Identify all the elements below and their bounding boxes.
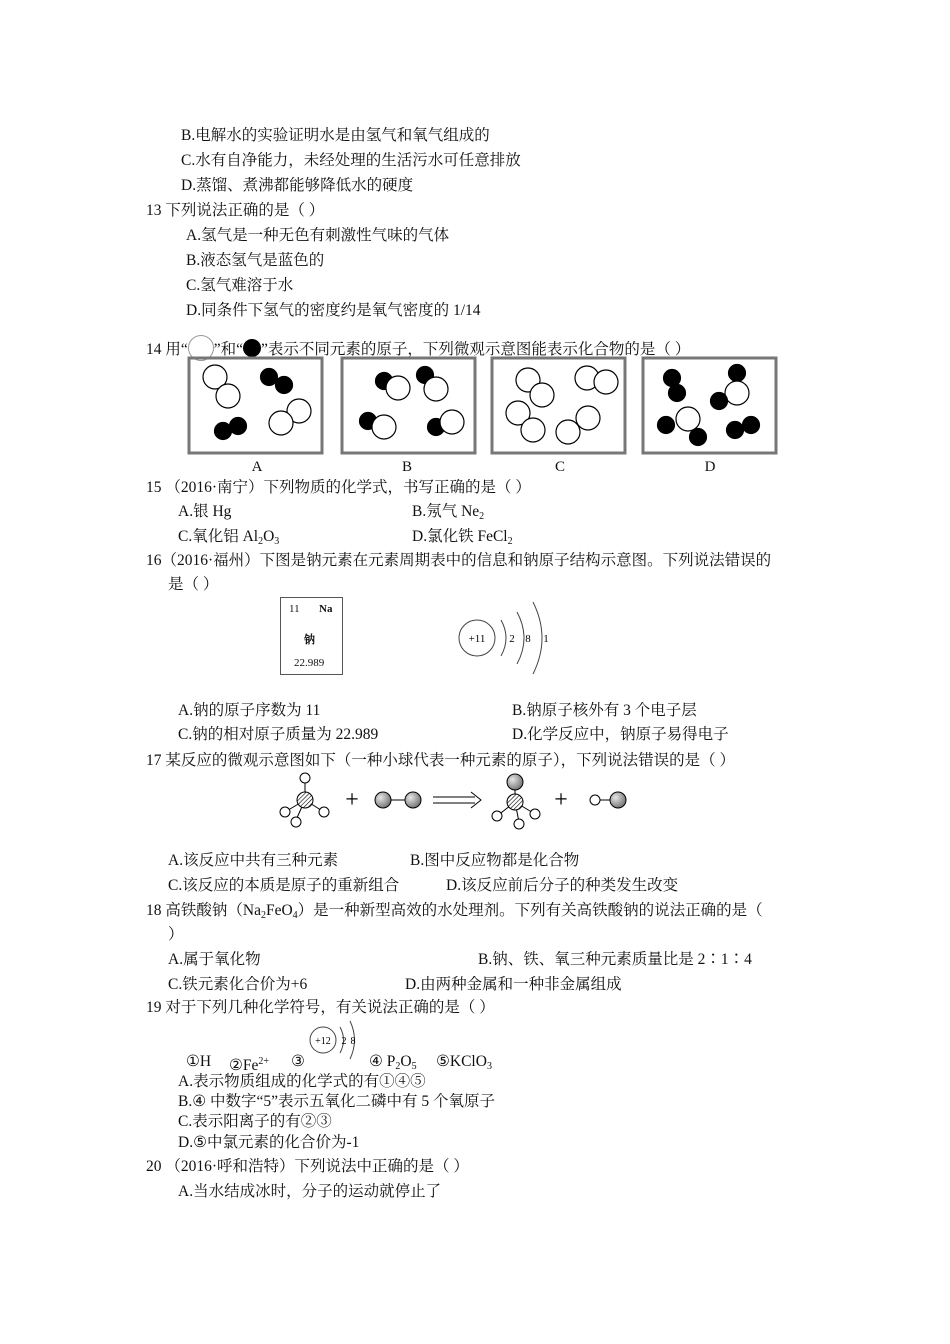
reactant-molecule-1: [280, 773, 329, 827]
element-symbol: Na: [319, 603, 333, 615]
q13-option-a: A.氢气是一种无色有刺激性气味的气体: [186, 227, 450, 244]
q16-stem-line1: 16（2016·福州）下图是钠元素在元素周期表中的信息和钠原子结构示意图。下列说法错误的: [146, 552, 772, 569]
q14-label-c: C: [554, 459, 566, 475]
q17-option-a: A.该反应中共有三种元素: [168, 852, 339, 869]
reactant-molecule-2: [375, 792, 421, 808]
ion-nucleus: +12: [315, 1036, 331, 1047]
sodium-shell-1: 2: [509, 633, 515, 645]
q19-stem: 19 对于下列几种化学符号，有关说法正确的是（ ）: [146, 999, 495, 1016]
q19-option-c: C.表示阳离子的有②③: [178, 1113, 332, 1130]
sodium-shell-3: 1: [543, 633, 549, 645]
q17-option-b: B.图中反应物都是化合物: [410, 852, 580, 869]
q18-option-a: A.属于氧化物: [168, 951, 261, 968]
q17-option-d: D.该反应前后分子的种类发生改变: [446, 877, 679, 894]
q16-option-b: B.钠原子核外有 3 个电子层: [512, 702, 697, 719]
q15-option-d: D.氯化铁 FeCl$_2$: [412, 528, 513, 547]
q16-stem-line2: 是（ ）: [168, 576, 219, 593]
q19-option-b: B.④ 中数字“5”表示五氧化二磷中有 5 个氧原子: [178, 1093, 495, 1110]
q15-option-b: B.氖气 $Ne_2$: [412, 503, 485, 522]
sodium-element-cell: [280, 597, 343, 675]
q14-stem-part3: ”表示不同元素的原子，下列微观示意图能表示化合物的是（ ）: [261, 341, 691, 358]
q19-symbol-2: $②Fe^{2+}$: [229, 1056, 270, 1074]
element-name: 钠: [304, 634, 315, 646]
q12-option-c: C.水有自净能力，未经处理的生活污水可任意排放: [181, 152, 521, 169]
magnesium-ion-structure: [307, 1019, 377, 1069]
q14-stem-part2: ”和“: [213, 341, 244, 358]
q17-option-c: C.该反应的本质是原子的重新组合: [168, 877, 400, 894]
product-molecule-2: [590, 792, 626, 808]
q20-option-a: A.当水结成冰时，分子的运动就停止了: [178, 1183, 442, 1200]
sodium-atom-structure: [455, 598, 565, 678]
sodium-nucleus: +11: [468, 633, 486, 645]
q16-option-a: A.钠的原子序数为 11: [178, 702, 321, 719]
q14-label-b: B: [401, 459, 413, 475]
q13-stem: 13 下列说法正确的是（ ）: [146, 202, 325, 219]
q15-option-c: C.氧化铝 $Al_2O_3$: [178, 528, 280, 547]
q13-option-c: C.氢气难溶于水: [186, 277, 294, 294]
q12-option-b: B.电解水的实验证明水是由氢气和氧气组成的: [181, 127, 490, 144]
q16-option-c: C.钠的相对原子质量为 22.989: [178, 726, 379, 743]
q14-box-d: [643, 358, 776, 453]
q14-diagrams: [186, 355, 786, 475]
q14-box-b: [342, 358, 475, 453]
q19-symbol-4: ④ $P_2O_5$: [369, 1053, 417, 1072]
q12-option-d: D.蒸馏、煮沸都能够降低水的硬度: [181, 177, 414, 194]
q15-option-a: A.银 Hg: [178, 503, 232, 520]
q19-option-a: A.表示物质组成的化学式的有①④⑤: [178, 1073, 426, 1090]
q18-option-b: B.钠、铁、氧三种元素质量比是 2∶1∶4: [478, 951, 752, 968]
ion-shell-2: 8: [350, 1036, 356, 1047]
q19-option-d: D.⑤中氯元素的化合价为-1: [178, 1134, 360, 1151]
q19-symbol-3: ③: [291, 1053, 305, 1070]
reaction-arrow: [433, 792, 481, 808]
q16-option-d: D.化学反应中，钠原子易得电子: [512, 726, 729, 743]
atomic-number: 11: [289, 603, 300, 615]
q18-option-d: D.由两种金属和一种非金属组成: [405, 976, 622, 993]
q18-option-c: C.铁元素化合价为+6: [168, 976, 308, 993]
q17-stem: 17 某反应的微观示意图如下（一种小球代表一种元素的原子），下列说法错误的是（ ）: [146, 752, 736, 769]
sodium-shell-2: 8: [525, 633, 531, 645]
q19-symbol-1: ①H: [186, 1053, 212, 1070]
q17-plus-2: +: [554, 787, 568, 813]
q18-stem-line2: ）: [168, 926, 184, 943]
q17-plus-1: +: [345, 787, 359, 813]
q19-symbol-5: ⑤KClO$_3$: [436, 1053, 492, 1072]
ion-shell-1: 2: [341, 1036, 347, 1047]
q14-label-d: D: [704, 459, 716, 475]
q20-stem: 20 （2016·呼和浩特）下列说法中正确的是（ ）: [146, 1158, 469, 1175]
atomic-mass: 22.989: [294, 657, 325, 669]
q13-option-b: B.液态氢气是蓝色的: [186, 252, 325, 269]
q18-stem-line1: 18 高铁酸钠$(Na_2FeO_4)$是一种新型高效的水处理剂。下列有关高铁酸钠的说法正确的是（: [146, 902, 763, 921]
q17-reaction-diagram: [277, 770, 637, 832]
q13-option-d: D.同条件下氢气的密度约是氧气密度的 1/14: [186, 302, 481, 319]
q14-stem-part1: 14 用“: [146, 341, 188, 358]
product-molecule-1: [492, 774, 540, 829]
q15-stem: 15 （2016·南宁）下列物质的化学式，书写正确的是（ ）: [146, 479, 531, 496]
q14-label-a: A: [251, 459, 263, 475]
